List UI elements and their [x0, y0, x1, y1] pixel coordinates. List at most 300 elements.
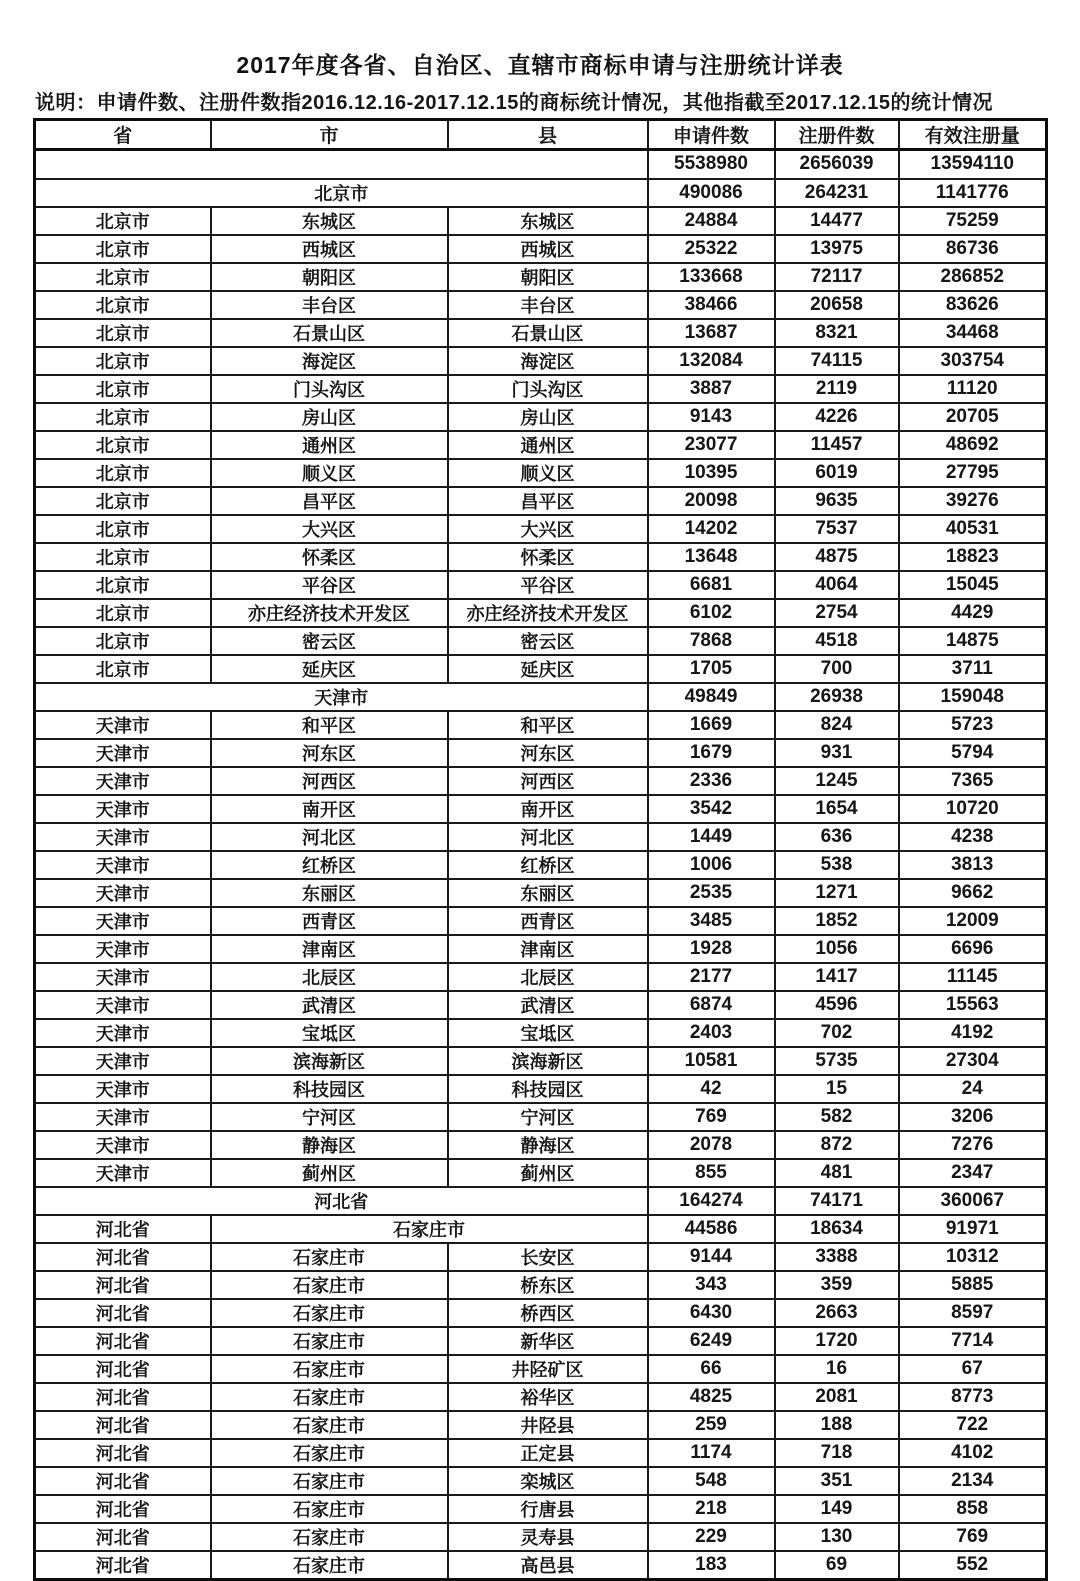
- value-cell: 130: [775, 1523, 899, 1551]
- city-cell: 大兴区: [211, 515, 448, 543]
- province-cell: 河北省: [35, 1243, 211, 1271]
- value-cell: 931: [775, 739, 899, 767]
- value-cell: 3485: [648, 907, 775, 935]
- province-cell: 天津市: [35, 935, 211, 963]
- value-cell: 722: [899, 1411, 1047, 1439]
- county-cell: 长安区: [448, 1243, 648, 1271]
- value-cell: 2403: [648, 1019, 775, 1047]
- value-cell: 4875: [775, 543, 899, 571]
- value-cell: 2078: [648, 1131, 775, 1159]
- province-cell: 北京市: [35, 655, 211, 683]
- province-cell: 北京市: [35, 235, 211, 263]
- county-cell: 石景山区: [448, 319, 648, 347]
- value-cell: 13687: [648, 319, 775, 347]
- city-cell: 石家庄市: [211, 1271, 448, 1299]
- value-cell: 1654: [775, 795, 899, 823]
- city-cell: 滨海新区: [211, 1047, 448, 1075]
- value-cell: 149: [775, 1495, 899, 1523]
- county-cell: 通州区: [448, 431, 648, 459]
- value-cell: 12009: [899, 907, 1047, 935]
- province-cell: 天津市: [35, 1159, 211, 1187]
- county-cell: 新华区: [448, 1327, 648, 1355]
- value-cell: 481: [775, 1159, 899, 1187]
- value-cell: 18823: [899, 543, 1047, 571]
- table-row: [35, 823, 1047, 851]
- province-cell: 北京市: [35, 207, 211, 235]
- city-cell: 河西区: [211, 767, 448, 795]
- value-cell: 13975: [775, 235, 899, 263]
- table-row: [35, 655, 1047, 683]
- province-cell: 河北省: [35, 1299, 211, 1327]
- province-cell: 河北省: [35, 1495, 211, 1523]
- county-cell: 桥西区: [448, 1299, 648, 1327]
- value-cell: 2081: [775, 1383, 899, 1411]
- table-row: [35, 739, 1047, 767]
- province-cell: 河北省: [35, 1467, 211, 1495]
- county-cell: 西青区: [448, 907, 648, 935]
- table-row: [35, 235, 1047, 263]
- value-cell: 490086: [648, 179, 775, 207]
- value-cell: 4226: [775, 403, 899, 431]
- province-cell: 天津市: [35, 711, 211, 739]
- province-cell: 天津市: [35, 767, 211, 795]
- value-cell: 5885: [899, 1271, 1047, 1299]
- province-cell: 北京市: [35, 319, 211, 347]
- value-cell: 15: [775, 1075, 899, 1103]
- city-cell: 西城区: [211, 235, 448, 263]
- county-cell: 北辰区: [448, 963, 648, 991]
- value-cell: 5538980: [648, 150, 775, 179]
- province-cell: 天津市: [35, 1019, 211, 1047]
- value-cell: 552: [899, 1551, 1047, 1580]
- value-cell: 718: [775, 1439, 899, 1467]
- value-cell: 13648: [648, 543, 775, 571]
- value-cell: 3711: [899, 655, 1047, 683]
- province-cell: 河北省: [35, 1355, 211, 1383]
- value-cell: 360067: [899, 1187, 1047, 1215]
- province-cell: 天津市: [35, 907, 211, 935]
- summary-row: [35, 150, 1047, 179]
- value-cell: 1006: [648, 851, 775, 879]
- city-cell: 石家庄市: [211, 1439, 448, 1467]
- table-row: [35, 963, 1047, 991]
- value-cell: 8597: [899, 1299, 1047, 1327]
- county-cell: 怀柔区: [448, 543, 648, 571]
- city-cell: 石家庄市: [211, 1243, 448, 1271]
- value-cell: 49849: [648, 683, 775, 711]
- county-cell: 东城区: [448, 207, 648, 235]
- value-cell: 13594110: [899, 150, 1047, 179]
- page-title: 2017年度各省、自治区、直辖市商标申请与注册统计详表: [236, 52, 844, 78]
- province-cell: 河北省: [35, 1523, 211, 1551]
- city-cell: 石家庄市: [211, 1299, 448, 1327]
- county-cell: 静海区: [448, 1131, 648, 1159]
- value-cell: 6019: [775, 459, 899, 487]
- table-row: [35, 991, 1047, 1019]
- value-cell: 133668: [648, 263, 775, 291]
- column-header: 省: [35, 120, 211, 150]
- value-cell: 38466: [648, 291, 775, 319]
- value-cell: 1720: [775, 1327, 899, 1355]
- value-cell: 6249: [648, 1327, 775, 1355]
- value-cell: 11145: [899, 963, 1047, 991]
- value-cell: 4064: [775, 571, 899, 599]
- table-row: [35, 347, 1047, 375]
- province-cell: 天津市: [35, 823, 211, 851]
- value-cell: 7537: [775, 515, 899, 543]
- county-cell: 裕华区: [448, 1383, 648, 1411]
- city-cell: 东丽区: [211, 879, 448, 907]
- city-cell: 顺义区: [211, 459, 448, 487]
- table-row: [35, 879, 1047, 907]
- value-cell: 10395: [648, 459, 775, 487]
- value-cell: 769: [899, 1523, 1047, 1551]
- column-header: 注册件数: [775, 120, 899, 150]
- city-cell: 河东区: [211, 739, 448, 767]
- county-cell: 昌平区: [448, 487, 648, 515]
- province-cell: 河北省: [35, 1411, 211, 1439]
- value-cell: 24884: [648, 207, 775, 235]
- summary-row: [35, 1187, 1047, 1215]
- value-cell: 259: [648, 1411, 775, 1439]
- value-cell: 183: [648, 1551, 775, 1580]
- value-cell: 67: [899, 1355, 1047, 1383]
- table-row: [35, 1523, 1047, 1551]
- province-cell: 北京市: [35, 515, 211, 543]
- value-cell: 9144: [648, 1243, 775, 1271]
- county-cell: 河西区: [448, 767, 648, 795]
- value-cell: 74115: [775, 347, 899, 375]
- county-cell: 房山区: [448, 403, 648, 431]
- value-cell: 3542: [648, 795, 775, 823]
- province-cell: 北京市: [35, 543, 211, 571]
- value-cell: 2134: [899, 1467, 1047, 1495]
- city-cell: 平谷区: [211, 571, 448, 599]
- value-cell: 4192: [899, 1019, 1047, 1047]
- table-row: [35, 319, 1047, 347]
- table-row: [35, 1019, 1047, 1047]
- value-cell: 164274: [648, 1187, 775, 1215]
- city-cell: 朝阳区: [211, 263, 448, 291]
- city-cell: 石家庄市: [211, 1551, 448, 1580]
- value-cell: 2347: [899, 1159, 1047, 1187]
- province-cell: 北京市: [35, 627, 211, 655]
- value-cell: 20658: [775, 291, 899, 319]
- city-cell: 河北区: [211, 823, 448, 851]
- city-cell: 西青区: [211, 907, 448, 935]
- value-cell: 3388: [775, 1243, 899, 1271]
- table-row: [35, 1495, 1047, 1523]
- province-cell: 北京市: [35, 375, 211, 403]
- value-cell: 23077: [648, 431, 775, 459]
- summary-row: [35, 1215, 1047, 1243]
- value-cell: 700: [775, 655, 899, 683]
- table-row: [35, 627, 1047, 655]
- province-cell: 天津市: [35, 851, 211, 879]
- table-row: [35, 1551, 1047, 1580]
- value-cell: 91971: [899, 1215, 1047, 1243]
- city-cell: 北辰区: [211, 963, 448, 991]
- value-cell: 5794: [899, 739, 1047, 767]
- value-cell: 26938: [775, 683, 899, 711]
- county-cell: 武清区: [448, 991, 648, 1019]
- value-cell: 264231: [775, 179, 899, 207]
- county-cell: 河北区: [448, 823, 648, 851]
- table-row: [35, 1327, 1047, 1355]
- city-cell: 延庆区: [211, 655, 448, 683]
- city-cell: 和平区: [211, 711, 448, 739]
- city-cell: 津南区: [211, 935, 448, 963]
- table-row: [35, 459, 1047, 487]
- city-cell: 石家庄市: [211, 1383, 448, 1411]
- county-cell: 井陉矿区: [448, 1355, 648, 1383]
- province-cell: 北京市: [35, 263, 211, 291]
- value-cell: 2336: [648, 767, 775, 795]
- value-cell: 34468: [899, 319, 1047, 347]
- county-cell: 朝阳区: [448, 263, 648, 291]
- value-cell: 538: [775, 851, 899, 879]
- value-cell: 8321: [775, 319, 899, 347]
- value-cell: 5723: [899, 711, 1047, 739]
- county-cell: 行唐县: [448, 1495, 648, 1523]
- value-cell: 1174: [648, 1439, 775, 1467]
- value-cell: 11457: [775, 431, 899, 459]
- county-cell: 津南区: [448, 935, 648, 963]
- county-cell: 顺义区: [448, 459, 648, 487]
- value-cell: 3887: [648, 375, 775, 403]
- province-cell: 天津市: [35, 991, 211, 1019]
- city-cell: 海淀区: [211, 347, 448, 375]
- value-cell: 1449: [648, 823, 775, 851]
- merged-city-cell: 石家庄市: [211, 1215, 648, 1243]
- table-row: [35, 935, 1047, 963]
- value-cell: 20098: [648, 487, 775, 515]
- city-cell: 石景山区: [211, 319, 448, 347]
- city-cell: 密云区: [211, 627, 448, 655]
- value-cell: 7868: [648, 627, 775, 655]
- province-cell: 天津市: [35, 963, 211, 991]
- value-cell: 20705: [899, 403, 1047, 431]
- province-cell: 河北省: [35, 1383, 211, 1411]
- city-cell: 亦庄经济技术开发区: [211, 599, 448, 627]
- value-cell: 10581: [648, 1047, 775, 1075]
- value-cell: 3813: [899, 851, 1047, 879]
- value-cell: 2119: [775, 375, 899, 403]
- table-body: [35, 150, 1047, 1580]
- value-cell: 18634: [775, 1215, 899, 1243]
- province-cell: 北京市: [35, 403, 211, 431]
- value-cell: 132084: [648, 347, 775, 375]
- table-row: [35, 1131, 1047, 1159]
- value-cell: 27304: [899, 1047, 1047, 1075]
- value-cell: 7276: [899, 1131, 1047, 1159]
- province-cell: 天津市: [35, 795, 211, 823]
- county-cell: 井陉县: [448, 1411, 648, 1439]
- column-header: 县: [448, 120, 648, 150]
- province-cell: 天津市: [35, 739, 211, 767]
- value-cell: 83626: [899, 291, 1047, 319]
- province-cell: 河北省: [35, 1439, 211, 1467]
- value-cell: 1056: [775, 935, 899, 963]
- province-cell: 北京市: [35, 599, 211, 627]
- value-cell: 6874: [648, 991, 775, 1019]
- value-cell: 15563: [899, 991, 1047, 1019]
- table-row: [35, 1439, 1047, 1467]
- table-row: [35, 1159, 1047, 1187]
- value-cell: 7365: [899, 767, 1047, 795]
- value-cell: 48692: [899, 431, 1047, 459]
- value-cell: 2177: [648, 963, 775, 991]
- county-cell: 科技园区: [448, 1075, 648, 1103]
- city-cell: 怀柔区: [211, 543, 448, 571]
- city-cell: 石家庄市: [211, 1467, 448, 1495]
- province-cell: 天津市: [35, 1075, 211, 1103]
- merged-region-cell: 北京市: [35, 179, 648, 207]
- province-cell: 北京市: [35, 571, 211, 599]
- value-cell: 4825: [648, 1383, 775, 1411]
- value-cell: 286852: [899, 263, 1047, 291]
- value-cell: 159048: [899, 683, 1047, 711]
- table-header-row: [35, 120, 1047, 150]
- value-cell: 10312: [899, 1243, 1047, 1271]
- value-cell: 10720: [899, 795, 1047, 823]
- table-row: [35, 1383, 1047, 1411]
- province-cell: 天津市: [35, 1047, 211, 1075]
- table-row: [35, 795, 1047, 823]
- value-cell: 42: [648, 1075, 775, 1103]
- value-cell: 1271: [775, 879, 899, 907]
- city-cell: 科技园区: [211, 1075, 448, 1103]
- value-cell: 1417: [775, 963, 899, 991]
- value-cell: 44586: [648, 1215, 775, 1243]
- table-row: [35, 291, 1047, 319]
- county-cell: 滨海新区: [448, 1047, 648, 1075]
- county-cell: 平谷区: [448, 571, 648, 599]
- city-cell: 武清区: [211, 991, 448, 1019]
- table-row: [35, 1047, 1047, 1075]
- table-row: [35, 487, 1047, 515]
- value-cell: 303754: [899, 347, 1047, 375]
- value-cell: 6102: [648, 599, 775, 627]
- value-cell: 4596: [775, 991, 899, 1019]
- province-cell: 北京市: [35, 459, 211, 487]
- value-cell: 188: [775, 1411, 899, 1439]
- county-cell: 海淀区: [448, 347, 648, 375]
- city-cell: 蓟州区: [211, 1159, 448, 1187]
- value-cell: 27795: [899, 459, 1047, 487]
- county-cell: 门头沟区: [448, 375, 648, 403]
- table-row: [35, 767, 1047, 795]
- table-row: [35, 543, 1047, 571]
- value-cell: 343: [648, 1271, 775, 1299]
- value-cell: 548: [648, 1467, 775, 1495]
- value-cell: 15045: [899, 571, 1047, 599]
- merged-region-cell: 天津市: [35, 683, 648, 711]
- value-cell: 6681: [648, 571, 775, 599]
- value-cell: 1852: [775, 907, 899, 935]
- city-cell: 南开区: [211, 795, 448, 823]
- value-cell: 218: [648, 1495, 775, 1523]
- city-cell: 石家庄市: [211, 1523, 448, 1551]
- province-cell: 河北省: [35, 1551, 211, 1580]
- province-cell: 北京市: [35, 347, 211, 375]
- county-cell: 栾城区: [448, 1467, 648, 1495]
- table-row: [35, 599, 1047, 627]
- province-cell: 河北省: [35, 1271, 211, 1299]
- table-row: [35, 1271, 1047, 1299]
- value-cell: 6430: [648, 1299, 775, 1327]
- county-cell: 西城区: [448, 235, 648, 263]
- value-cell: 24: [899, 1075, 1047, 1103]
- city-cell: 门头沟区: [211, 375, 448, 403]
- county-cell: 宁河区: [448, 1103, 648, 1131]
- value-cell: 74171: [775, 1187, 899, 1215]
- province-cell: 河北省: [35, 1327, 211, 1355]
- city-cell: 宝坻区: [211, 1019, 448, 1047]
- city-cell: 丰台区: [211, 291, 448, 319]
- value-cell: 2535: [648, 879, 775, 907]
- county-cell: 亦庄经济技术开发区: [448, 599, 648, 627]
- county-cell: 密云区: [448, 627, 648, 655]
- table-row: [35, 571, 1047, 599]
- province-cell: 河北省: [35, 1215, 211, 1243]
- county-cell: 河东区: [448, 739, 648, 767]
- city-cell: 房山区: [211, 403, 448, 431]
- value-cell: 66: [648, 1355, 775, 1383]
- county-cell: 丰台区: [448, 291, 648, 319]
- value-cell: 855: [648, 1159, 775, 1187]
- value-cell: 636: [775, 823, 899, 851]
- city-cell: 通州区: [211, 431, 448, 459]
- value-cell: 1141776: [899, 179, 1047, 207]
- value-cell: 1669: [648, 711, 775, 739]
- table-row: [35, 1411, 1047, 1439]
- city-cell: 石家庄市: [211, 1327, 448, 1355]
- value-cell: 72117: [775, 263, 899, 291]
- table-row: [35, 1467, 1047, 1495]
- value-cell: 25322: [648, 235, 775, 263]
- county-cell: 高邑县: [448, 1551, 648, 1580]
- value-cell: 11120: [899, 375, 1047, 403]
- table-row: [35, 1299, 1047, 1327]
- value-cell: 872: [775, 1131, 899, 1159]
- value-cell: 4238: [899, 823, 1047, 851]
- value-cell: 582: [775, 1103, 899, 1131]
- value-cell: 14477: [775, 207, 899, 235]
- city-cell: 石家庄市: [211, 1355, 448, 1383]
- value-cell: 3206: [899, 1103, 1047, 1131]
- value-cell: 4429: [899, 599, 1047, 627]
- value-cell: 8773: [899, 1383, 1047, 1411]
- table-row: [35, 1355, 1047, 1383]
- value-cell: 16: [775, 1355, 899, 1383]
- table-row: [35, 1243, 1047, 1271]
- note-line: 说明：申请件数、注册件数指2016.12.16-2017.12.15的商标统计情况，其他指截至2017.12.15的统计情况: [35, 92, 993, 114]
- value-cell: 39276: [899, 487, 1047, 515]
- table-row: [35, 207, 1047, 235]
- column-header: 有效注册量: [899, 120, 1047, 150]
- county-cell: 和平区: [448, 711, 648, 739]
- value-cell: 2663: [775, 1299, 899, 1327]
- city-cell: 宁河区: [211, 1103, 448, 1131]
- column-header: 申请件数: [648, 120, 775, 150]
- value-cell: 5735: [775, 1047, 899, 1075]
- county-cell: 东丽区: [448, 879, 648, 907]
- city-cell: 静海区: [211, 1131, 448, 1159]
- province-cell: 北京市: [35, 291, 211, 319]
- merged-region-cell: [35, 150, 648, 179]
- value-cell: 69: [775, 1551, 899, 1580]
